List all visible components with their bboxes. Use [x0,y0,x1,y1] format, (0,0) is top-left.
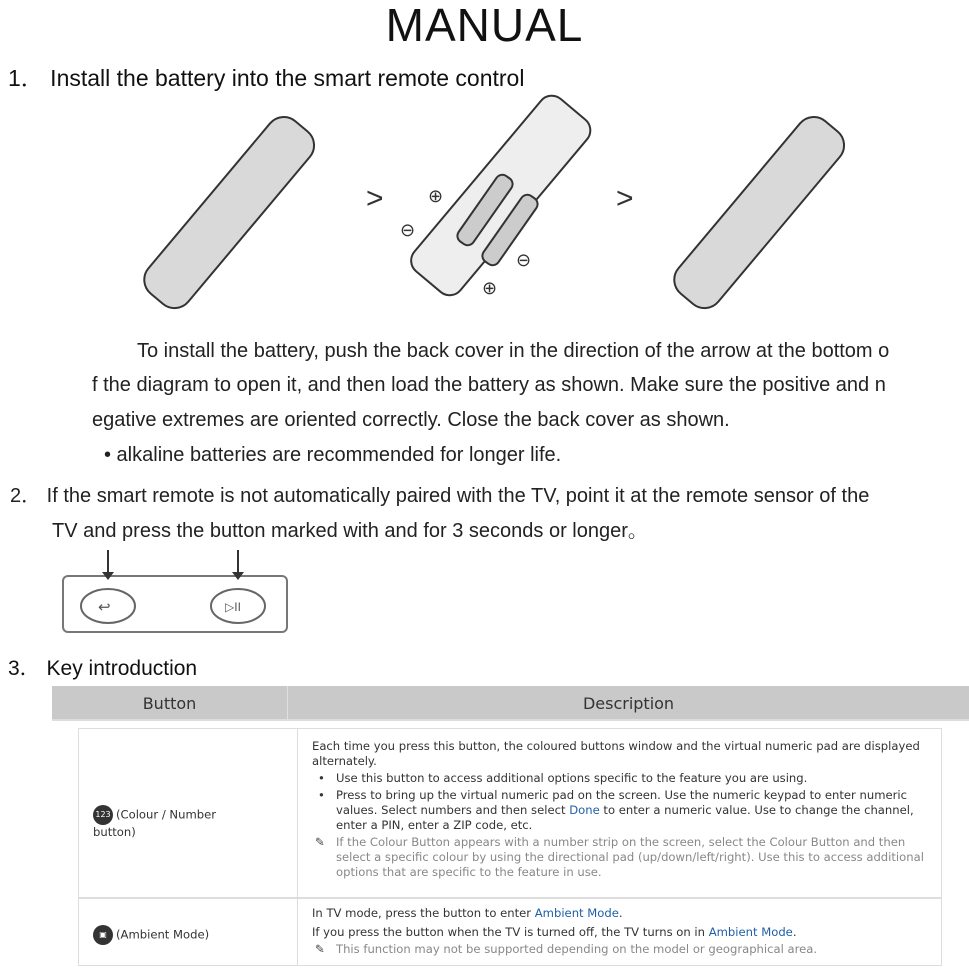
column-header-button: Button [142,694,197,713]
description-text: In TV mode, press the button to enter Ambient Mode. [312,906,623,920]
pairing-buttons-diagram [60,548,290,640]
remote-closed-illustration [667,110,851,316]
note: ✎ If the Colour Button appears with a number strip on the screen, select the Colour Button and then select a specific colour by using the directional pad (up/down/left/right). Use this to access additional options that are specific to the feature in use. [315,835,924,879]
step3-heading: 3． Key introduction [8,657,198,680]
list-item: • Use this button to access additional options specific to the feature you are using. [312,771,933,786]
ambient-mode-icon: ▣ [93,925,113,945]
return-icon: ↩ [98,599,111,616]
pencil-note-icon: ✎ [315,835,325,849]
battery-tip: • alkaline batteries are recommended for longer life. [104,444,562,466]
page-title: MANUAL [385,0,584,51]
table-row [78,898,942,966]
description-text: If you press the button when the TV is turned off, the TV turns on in Ambient Mode. [312,925,797,939]
note: ✎ This function may not be supported depending on the model or geographical area. [315,942,818,956]
battery-install-diagram [130,90,940,325]
description-text: Each time you press this button, the coloured buttons window and the virtual numeric pad are displayed alternately. [312,739,920,768]
done-link: Done [569,803,600,817]
step2-text: TV and press the button marked with and for 3 seconds or longer。 [52,520,648,542]
step2-text: 2． If the smart remote is not automatically paired with the TV, point it at the remote sensor of the [10,485,870,507]
svg-text:⊖: ⊖ [400,220,416,240]
play-pause-icon: ▷II [225,600,241,614]
button-name: 123 (Colour / Number button) [93,805,293,840]
instruction-line: egative extremes are oriented correctly. Close the back cover as shown. [92,409,730,431]
list-item: • Press to bring up the virtual numeric pad on the screen. Use the numeric keypad to enter numeric values. Select numbers and then select Done to enter a numeric value. Use to change the channel, enter a PIN, enter a ZIP code, etc. [312,788,933,833]
colour-number-icon: 123 [93,805,113,825]
svg-text:>: > [616,182,634,215]
table-row [78,728,942,898]
remote-closed-illustration [137,110,321,316]
svg-text:>: > [366,182,384,215]
instruction-line: f the diagram to open it, and then load the battery as shown. Make sure the positive and n [92,374,886,396]
table-header [52,686,969,721]
column-header-description: Description [287,686,969,721]
step1-heading: 1． Install the battery into the smart remote control [8,65,525,91]
svg-text:⊕: ⊕ [482,278,498,298]
instruction-line: To install the battery, push the back cover in the direction of the arrow at the bottom o [137,340,890,362]
svg-text:⊕: ⊕ [428,186,444,206]
svg-text:⊖: ⊖ [516,250,532,270]
button-name: ▣ (Ambient Mode) [93,925,293,945]
pencil-note-icon: ✎ [315,942,325,956]
